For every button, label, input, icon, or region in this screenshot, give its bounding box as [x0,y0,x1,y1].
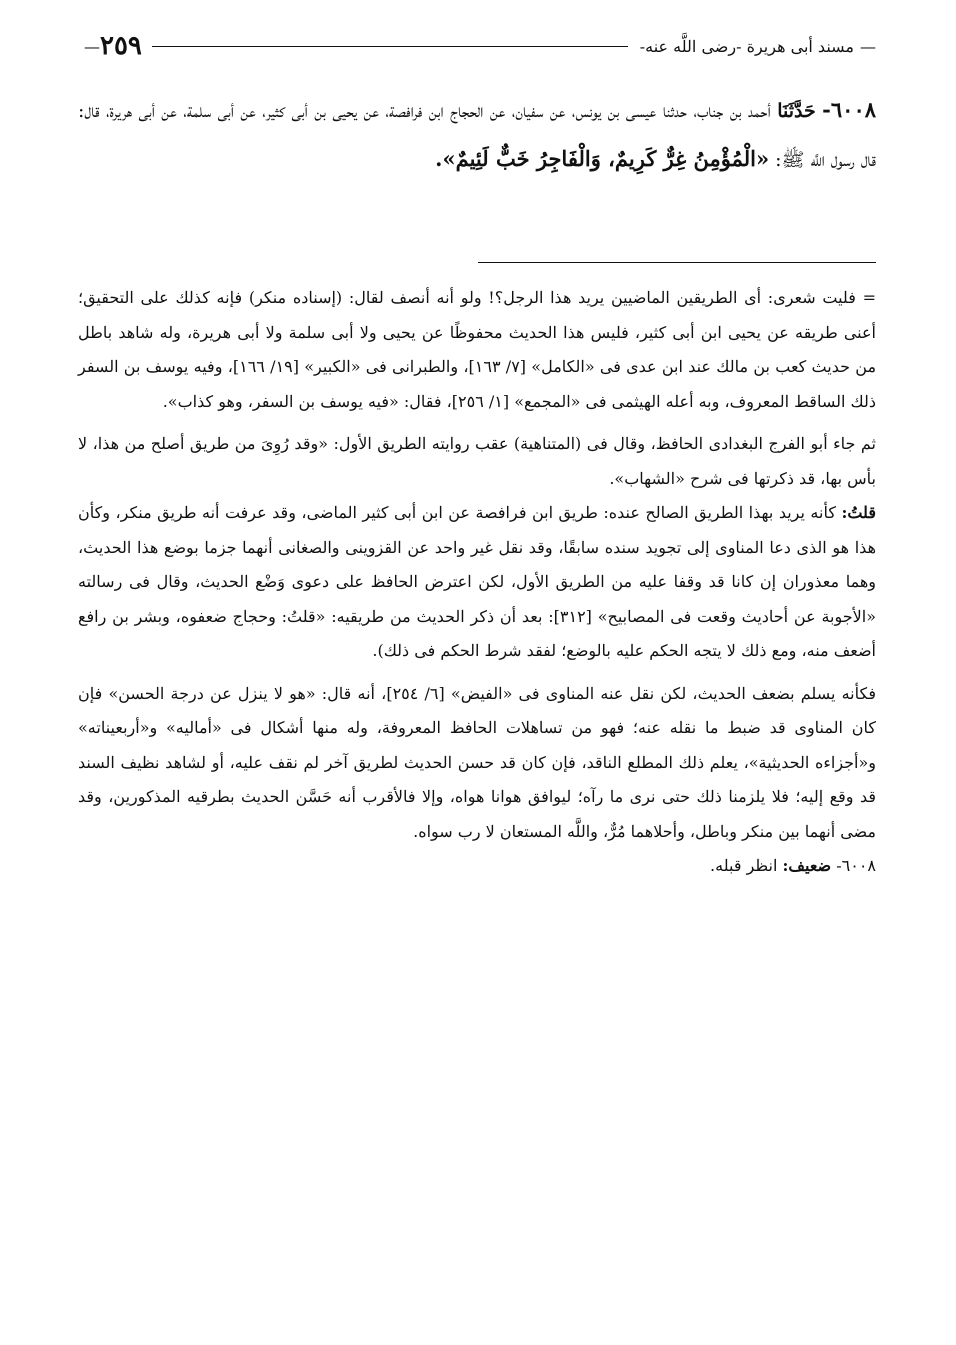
running-header [78,26,876,66]
grading-text: انظر قبله. [710,856,778,875]
footnote-paragraph-3-text: كأنه يريد بهذا الطريق الصالح عنده: طريق ابن فرافصة عن ابن أبى كثير الماضى، وقد عرفت أنه طريق منكر، وكأن هذا هو الذى دعا المناوى إلى تجويد سنده سابقًا، وقد نقل غير واحد عن القزوينى والصغانى أنهما جزما بوضع هذا الحديث، وهما معذوران إن كانا قد وقفا عليه من الطريق الأول، لكن اعترض الحافظ على دعوى وَضْع الحديث، وقال فى رسالته «الأجوبة عن أحاديث وقعت فى المصابيح» [٣١٢]: بعد أن ذكر الحديث من طريقيه: «قلتُ: وحجاج ضعفوه، وبشر بن رافع أضعف منه، ومع ذلك لا يتجه الحكم عليه بالوضع؛ لفقد شرط الحكم فى ذلك). [78,503,877,660]
hadith-isnad: أحمد بن جناب، حدثنا عيسى بن يونس، عن سفيان، عن الحجاج ابن فرافصة، عن يحيى بن أبى كثير، عن أبى سلمة، عن أبى هريرة، قال: قال رسول اللَّه ﷺ: [78,100,876,171]
header-dash-left: — [84,36,100,56]
hadith-matn: «الْمُؤْمِنُ غِرٌّ كَرِيمٌ، وَالْفَاجِرُ خَبٌّ لَئِيمٌ». [435,146,770,171]
hadith-number: ٦٠٠٨- [822,97,877,122]
footnote-separator [478,262,876,263]
qultu-label: قلتُ: [841,503,876,522]
footnote-paragraph-4: فكأنه يسلم بضعف الحديث، لكن نقل عنه المناوى فى «الفيض» [٦/ ٢٥٤]، أنه قال: «هو لا ينزل عن درجة الحسن» فإن كان المناوى قد ضبط ما نقله عنه؛ فهو من تساهلات الحافظ المعروفة، وله منها أشكال فى «أماليه» و«أربعيناته» و«أجزاءه الحديثية»، يعلم ذلك المطلع الناقد، فإن كان قد حسن الحديث لطريق آخر لم نقف عليه، أو لشاهد نظيف السند قد وقع إليه؛ فلا يلزمنا ذلك حتى نرى ما رآه؛ ليوافق هوانا هواه، وإلا فالأقرب أنه حَسَّن الحديث بطرقيه المذكورين، وقد مضى أنهما بين منكر وباطل، وأحلاهما مُرٌّ، واللَّه المستعان لا رب سواه. [78,683,877,841]
hadith-text [78,86,876,184]
header-title: مسند أبى هريرة -رضى اللَّه عنه- [639,36,854,56]
header-rule [152,46,628,47]
grading-line [78,849,876,884]
footnotes [78,281,876,884]
footnote-paragraph-3 [78,496,876,669]
page-number: ٢٥٩ [100,31,142,61]
header-dash-right: — [860,36,876,56]
grading-number: ٦٠٠٨- [836,856,876,875]
grading-label: ضعيف: [782,856,832,875]
footnote-paragraph-1: = فليت شعرى: أى الطريقين الماضيين يريد هذا الرجل؟! ولو أنه أنصف لقال: (إسناده منكر) فإنه كذلك على التحقيق؛ أعنى طريقه عن يحيى ابن أبى كثير، فليس هذا الحديث محفوظًا عن يحيى ولا أبى سلمة ولا أبى هريرة، وله شاهد باطل من حديث كعب بن مالك عند ابن عدى فى «الكامل» [٧/ ١٦٣]، والطبرانى فى «الكبير» [١٩/ ١٦٦]، وفيه يوسف بن السفر ذلك الساقط المعروف، وبه أعله الهيثمى فى «المجمع» [١/ ٢٥٦]، فقال: «فيه يوسف بن السفر، وهو كذاب». [78,288,877,411]
footnote-paragraph-2: ثم جاء أبو الفرج البغدادى الحافظ، وقال فى (المتناهية) عقب روايته الطريق الأول: «وقد رُوِىَ من طريق أصلح من هذا، لا بأس بها، قد ذكرتها فى شرح «الشهاب». [78,434,876,488]
hadith-haddathana: حَدَّثَنَا [777,100,816,122]
